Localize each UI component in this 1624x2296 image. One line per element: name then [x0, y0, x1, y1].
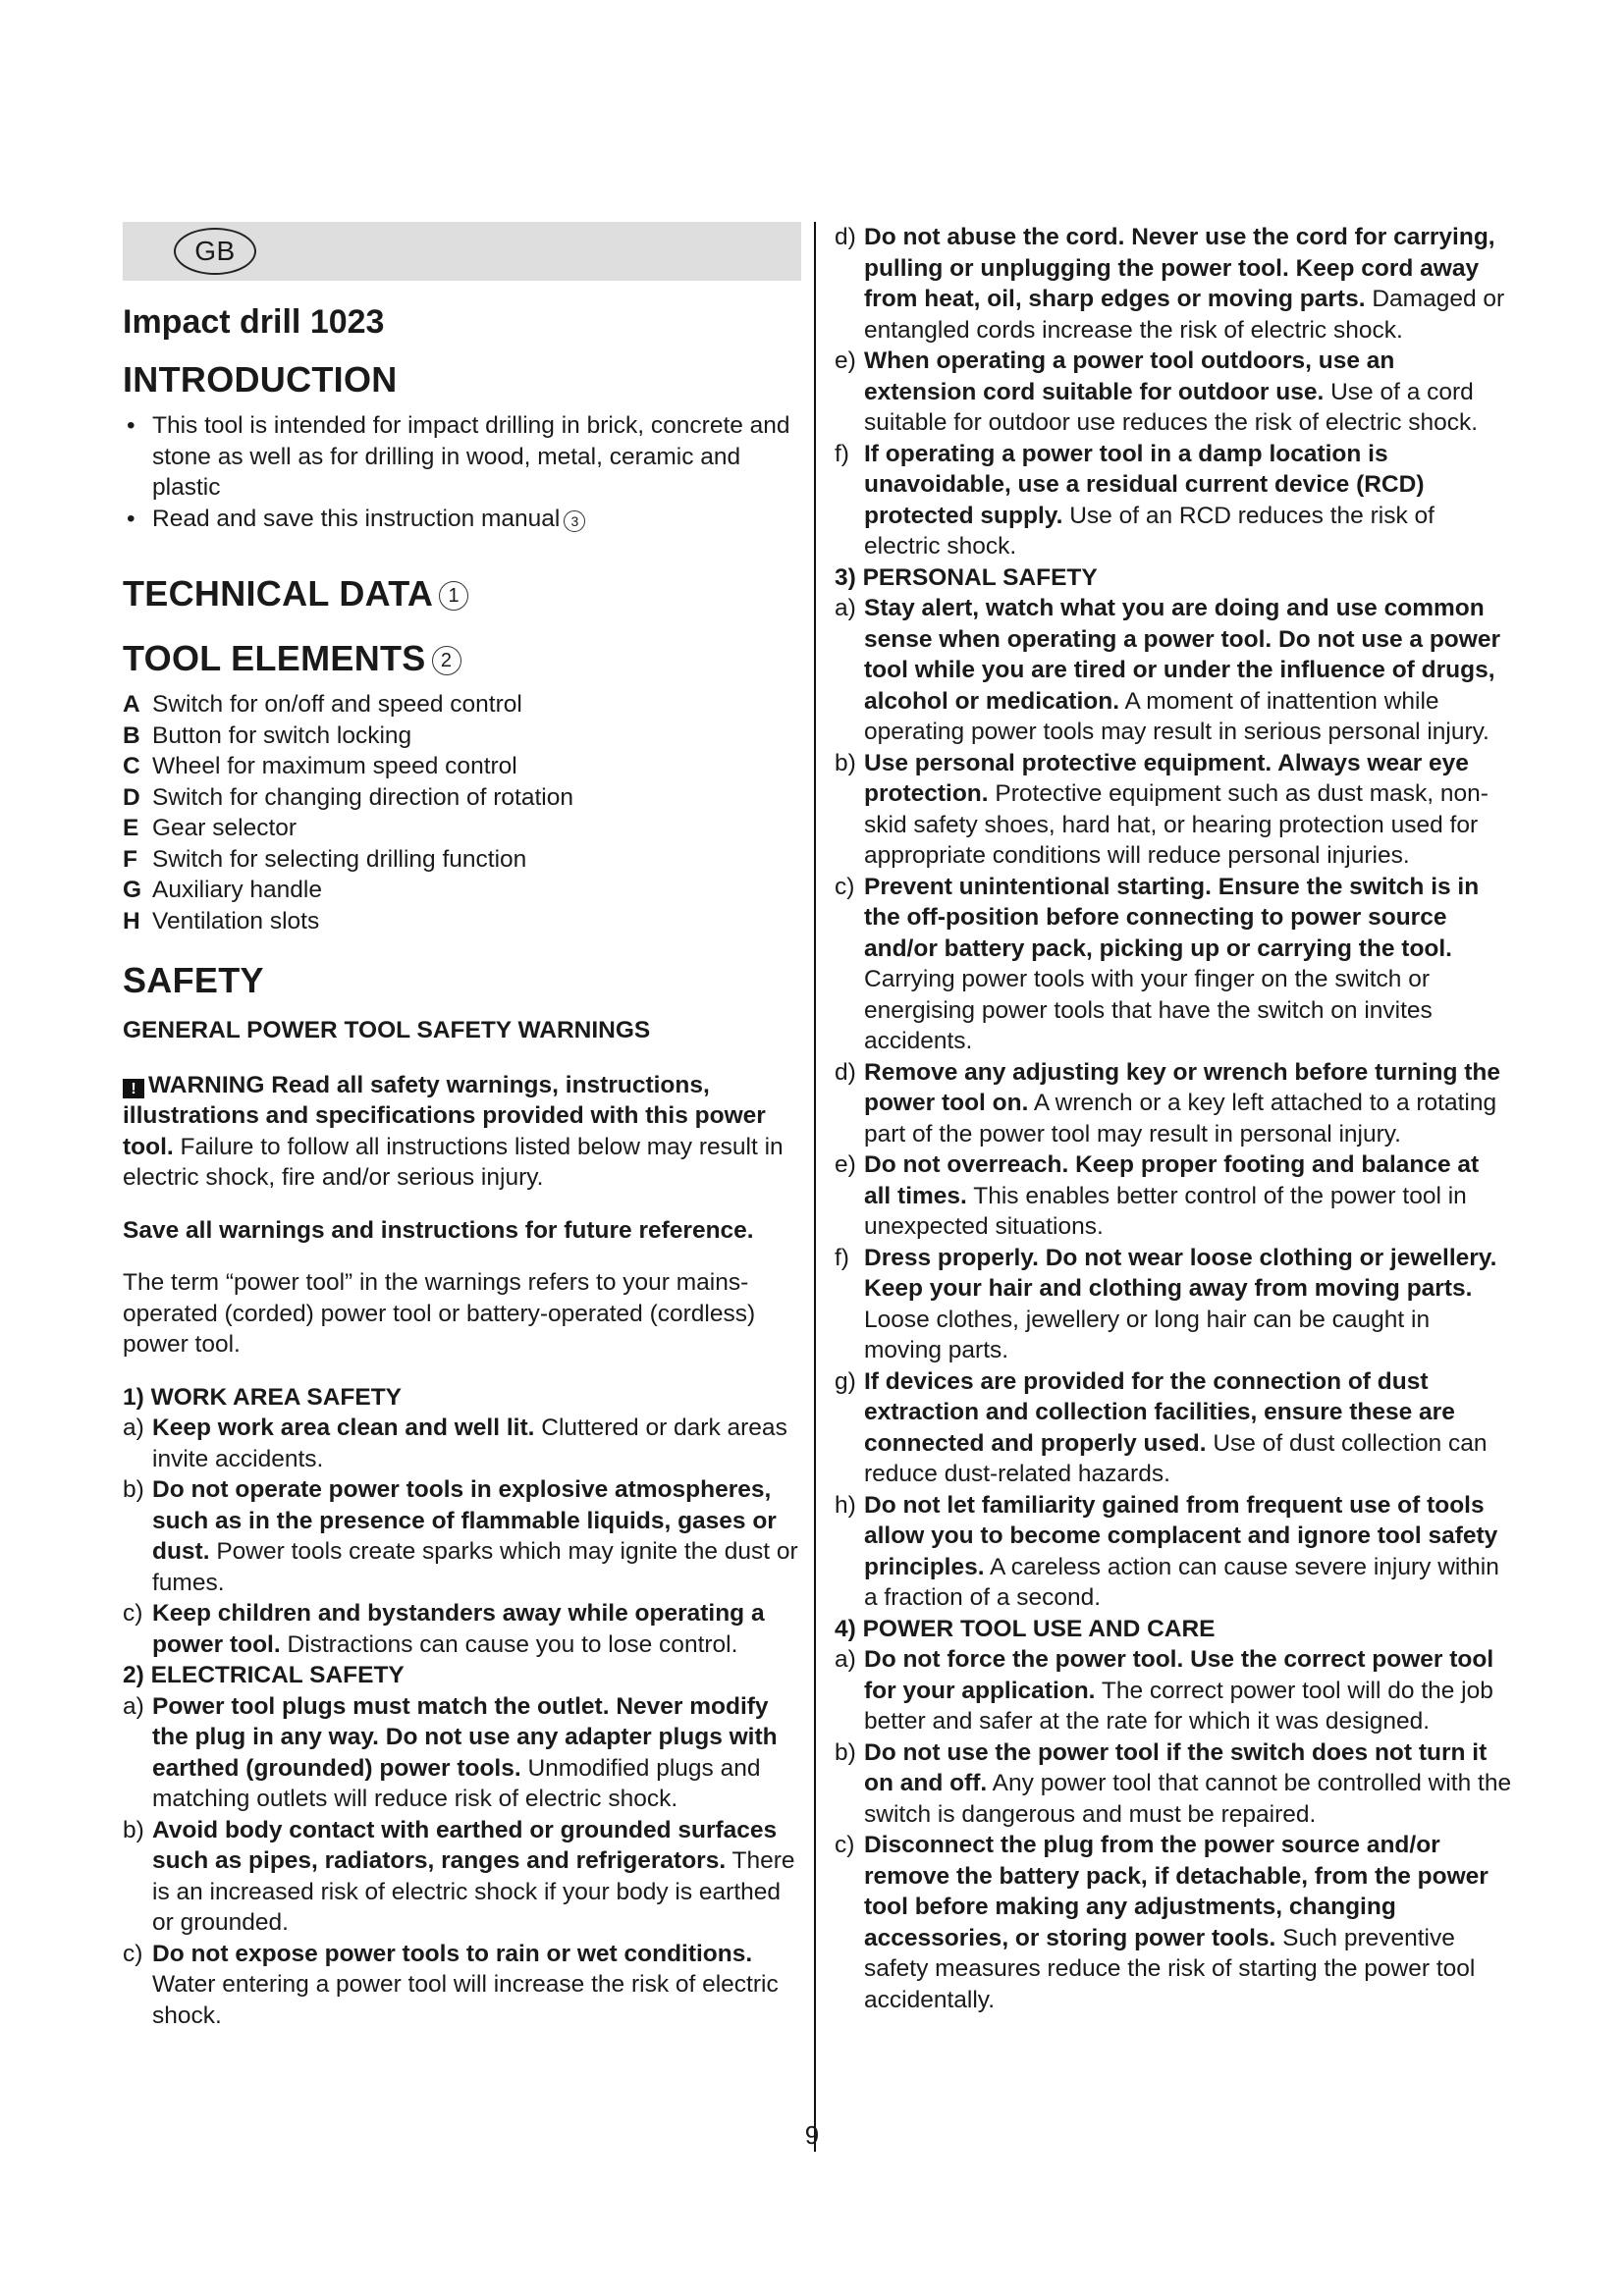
item-label: b): [835, 1738, 856, 1766]
tool-element-text: Switch for changing direction of rotation: [152, 783, 573, 811]
tool-element-letter: E: [123, 815, 139, 841]
safety-item: [835, 1366, 1512, 1490]
item-explanation: This enables better control of the power tool in unexpected situations.: [864, 1182, 1467, 1240]
term-note: The term “power tool” in the warnings refers to your mains-operated (corded) power tool or battery-operated (cordless) power tool.: [123, 1269, 756, 1358]
item-label: c): [123, 1940, 143, 1967]
tool-element-text: Switch for on/off and speed control: [152, 691, 522, 718]
item-explanation: Use of dust collection can reduce dust-related hazards.: [864, 1429, 1488, 1487]
item-instruction: Avoid body contact with earthed or grounded surfaces such as pipes, radiators, ranges and refrigerators.: [152, 1816, 778, 1874]
tool-elements-list: [123, 689, 798, 936]
figure-ref-1: 1: [439, 581, 468, 611]
tool-element-letter: D: [123, 783, 140, 811]
item-instruction: Power tool plugs must match the outlet. Never modify the plug in any way. Do not use any adapter plugs with earthed (grounded) power tools.: [152, 1692, 778, 1782]
item-label: b): [123, 1476, 144, 1503]
item-label: a): [123, 1692, 144, 1720]
general-warnings-heading: GENERAL POWER TOOL SAFETY WARNINGS: [123, 1017, 651, 1043]
item-label: e): [835, 1151, 856, 1178]
safety-item: [835, 1057, 1512, 1150]
item-label: e): [835, 347, 856, 374]
safety-item: [835, 593, 1512, 748]
figure-ref-2: 2: [432, 646, 461, 675]
tool-element-text: Auxiliary handle: [152, 877, 322, 903]
tool-element-letter: F: [123, 845, 137, 873]
item-instruction: Use personal protective equipment. Always wear eye protection.: [864, 749, 1469, 807]
item-explanation: Cluttered or dark areas invite accidents.: [152, 1415, 787, 1472]
safety-item: [835, 346, 1512, 439]
tool-element-text: Button for switch locking: [152, 721, 412, 749]
left-column: [123, 222, 798, 2031]
item-explanation: Water entering a power tool will increase the risk of electric shock.: [152, 1971, 779, 2029]
technical-data-heading: TECHNICAL DATA 1: [123, 571, 798, 616]
page-number: 9: [804, 2120, 820, 2150]
item-label: c): [835, 873, 855, 900]
safety-item: [835, 1149, 1512, 1243]
item-instruction: Keep work area clean and well lit.: [152, 1415, 535, 1441]
tool-element-item: [123, 875, 798, 906]
safety-item: [835, 1644, 1512, 1737]
item-instruction: If operating a power tool in a damp location is unavoidable, use a residual current device (RCD) protected supply.: [864, 440, 1425, 529]
item-label: a): [835, 1646, 856, 1673]
item-explanation: Protective equipment such as dust mask, non-skid safety shoes, hard hat, or hearing protection used for appropriate conditions will reduce personal injuries.: [864, 780, 1489, 869]
item-explanation: Use of an RCD reduces the risk of electric shock.: [864, 502, 1435, 560]
item-label: c): [835, 1832, 855, 1858]
tool-element-item: [123, 782, 798, 814]
item-label: a): [835, 595, 856, 621]
item-instruction: Disconnect the plug from the power source and/or remove the battery pack, if detachable, from the power tool before making any adjustments, changing accessories, or storing power tools.: [864, 1832, 1489, 1951]
item-explanation: There is an increased risk of electric shock if your body is earthed or grounded.: [152, 1847, 795, 1936]
tool-element-item: [123, 689, 798, 721]
safety-item: [123, 1939, 798, 2032]
column-divider: [814, 222, 816, 2152]
item-instruction: Do not use the power tool if the switch does not turn it on and off.: [864, 1738, 1488, 1796]
tool-element-item: [123, 906, 798, 937]
item-explanation: Any power tool that cannot be controlled with the switch is dangerous and must be repaired.: [864, 1770, 1512, 1828]
safety-item: [835, 872, 1512, 1057]
tool-element-text: Gear selector: [152, 815, 298, 841]
safety-item: [123, 1598, 798, 1660]
item-label: a): [123, 1415, 144, 1441]
item-explanation: Distractions can cause you to lose control.: [287, 1630, 738, 1658]
tool-element-item: [123, 813, 798, 844]
safety-item: [123, 1474, 798, 1598]
item-label: h): [835, 1491, 856, 1519]
item-instruction: Do not abuse the cord. Never use the cord for carrying, pulling or unplugging the power tool. Keep cord away from heat, oil, sharp edges or moving parts.: [864, 224, 1495, 312]
warning-icon: !: [123, 1079, 144, 1098]
tool-element-letter: B: [123, 721, 140, 749]
item-label: d): [835, 224, 856, 250]
item-explanation: Such preventive safety measures reduce the risk of starting the power tool accidentally.: [864, 1924, 1476, 2013]
personal-safety-list: [835, 593, 1512, 1614]
item-label: f): [835, 440, 849, 467]
item-instruction: Stay alert, watch what you are doing and use common sense when operating a power tool. Do not use a power tool while you are tired or under the influence of drugs, alcohol or medication.: [864, 595, 1500, 715]
item-instruction: Remove any adjusting key or wrench before turning the power tool on.: [864, 1058, 1501, 1116]
tool-element-text: Ventilation slots: [152, 907, 320, 934]
item-explanation: Damaged or entangled cords increase the risk of electric shock.: [864, 286, 1505, 344]
introduction-heading: INTRODUCTION: [123, 359, 398, 400]
tool-element-text: Switch for selecting drilling function: [152, 845, 527, 873]
item-explanation: Use of a cord suitable for outdoor use reduces the risk of electric shock.: [864, 378, 1479, 436]
safety-item: [123, 1691, 798, 1815]
item-instruction: If devices are provided for the connection of dust extraction and collection facilities, ensure these are connected and properly used.: [864, 1367, 1455, 1457]
safety-item: [835, 748, 1512, 872]
electrical-list: [123, 1691, 798, 2032]
item-explanation: Unmodified plugs and matching outlets will reduce risk of electric shock.: [152, 1754, 761, 1812]
tool-use-list: [835, 1644, 1512, 2015]
item-explanation: A careless action can cause severe injury within a fraction of a second.: [864, 1553, 1499, 1611]
safety-item: [835, 439, 1512, 562]
language-bar: [123, 222, 801, 281]
tool-element-letter: A: [123, 691, 140, 718]
item-instruction: Do not expose power tools to rain or wet conditions.: [152, 1940, 753, 1967]
item-label: g): [835, 1367, 856, 1395]
figure-ref-3: 3: [564, 510, 585, 532]
tool-element-letter: C: [123, 753, 140, 779]
item-label: b): [123, 1816, 144, 1843]
tool-element-item: [123, 844, 798, 876]
item-label: c): [123, 1600, 143, 1627]
safety-item: [835, 1243, 1512, 1366]
item-instruction: Do not let familiarity gained from frequent use of tools allow you to become complacent and ignore tool safety principles.: [864, 1491, 1498, 1580]
safety-heading: SAFETY: [123, 960, 264, 1000]
tool-element-item: [123, 751, 798, 782]
item-label: f): [835, 1244, 849, 1271]
item-explanation: A wrench or a key left attached to a rotating part of the power tool may result in personal injury.: [864, 1090, 1497, 1148]
item-instruction: Keep children and bystanders away while operating a power tool.: [152, 1600, 765, 1658]
item-instruction: Do not force the power tool. Use the correct power tool for your application.: [864, 1646, 1494, 1704]
document-title: Impact drill 1023: [123, 303, 385, 341]
list-item: • This tool is intended for impact drilling in brick, concrete and stone as well as for drilling in wood, metal, ceramic and plastic: [123, 410, 798, 504]
electrical-list-continued: [835, 222, 1512, 562]
item-instruction: When operating a power tool outdoors, use an extension cord suitable for outdoor use.: [864, 347, 1395, 405]
item-instruction: Do not operate power tools in explosive atmospheres, such as in the presence of flammable liquids, gases or dust.: [152, 1476, 777, 1565]
language-badge: GB: [174, 228, 256, 275]
save-note: Save all warnings and instructions for future reference.: [123, 1216, 754, 1244]
work-area-heading: 1) WORK AREA SAFETY: [123, 1383, 403, 1411]
item-instruction: Do not overreach. Keep proper footing and balance at all times.: [864, 1151, 1480, 1209]
tool-use-heading: 4) POWER TOOL USE AND CARE: [835, 1615, 1216, 1642]
safety-item: [835, 222, 1512, 346]
tool-element-letter: G: [123, 877, 142, 903]
item-explanation: Power tools create sparks which may ignite the dust or fumes.: [152, 1538, 798, 1596]
item-explanation: Carrying power tools with your finger on the switch or energising power tools that have the switch on invites accidents.: [864, 966, 1433, 1054]
safety-item: [835, 1490, 1512, 1614]
tool-element-letter: H: [123, 907, 140, 934]
work-area-list: [123, 1413, 798, 1660]
item-instruction: Dress properly. Do not wear loose clothing or jewellery. Keep your hair and clothing away from moving parts.: [864, 1244, 1497, 1302]
item-label: b): [835, 749, 856, 776]
tool-elements-heading: TOOL ELEMENTS 2: [123, 636, 798, 681]
personal-safety-heading: 3) PERSONAL SAFETY: [835, 563, 1098, 591]
safety-item: [835, 1830, 1512, 2015]
right-column: [835, 222, 1512, 2015]
list-item: • Read and save this instruction manual 3: [123, 504, 798, 535]
tool-element-text: Wheel for maximum speed control: [152, 753, 517, 779]
warning-paragraph: ! WARNING Read all safety warnings, instructions, illustrations and specifications provided with this power tool. Failure to follow all instructions listed below may result in electric shock, fire and/or serious injury.: [123, 1071, 784, 1191]
safety-item: [123, 1815, 798, 1939]
item-explanation: A moment of inattention while operating power tools may result in serious personal injury.: [864, 687, 1489, 745]
item-explanation: Loose clothes, jewellery or long hair can be caught in moving parts.: [864, 1306, 1431, 1363]
item-explanation: The correct power tool will do the job better and safer at the rate for which it was designed.: [864, 1677, 1493, 1735]
introduction-list: [123, 410, 798, 534]
item-instruction: Prevent unintentional starting. Ensure the switch is in the off-position before connecting to power source and/or battery pack, picking up or carrying the tool.: [864, 873, 1480, 962]
tool-element-item: [123, 721, 798, 752]
safety-item: [123, 1413, 798, 1474]
electrical-heading: 2) ELECTRICAL SAFETY: [123, 1662, 405, 1688]
item-label: d): [835, 1058, 856, 1086]
safety-item: [835, 1737, 1512, 1831]
